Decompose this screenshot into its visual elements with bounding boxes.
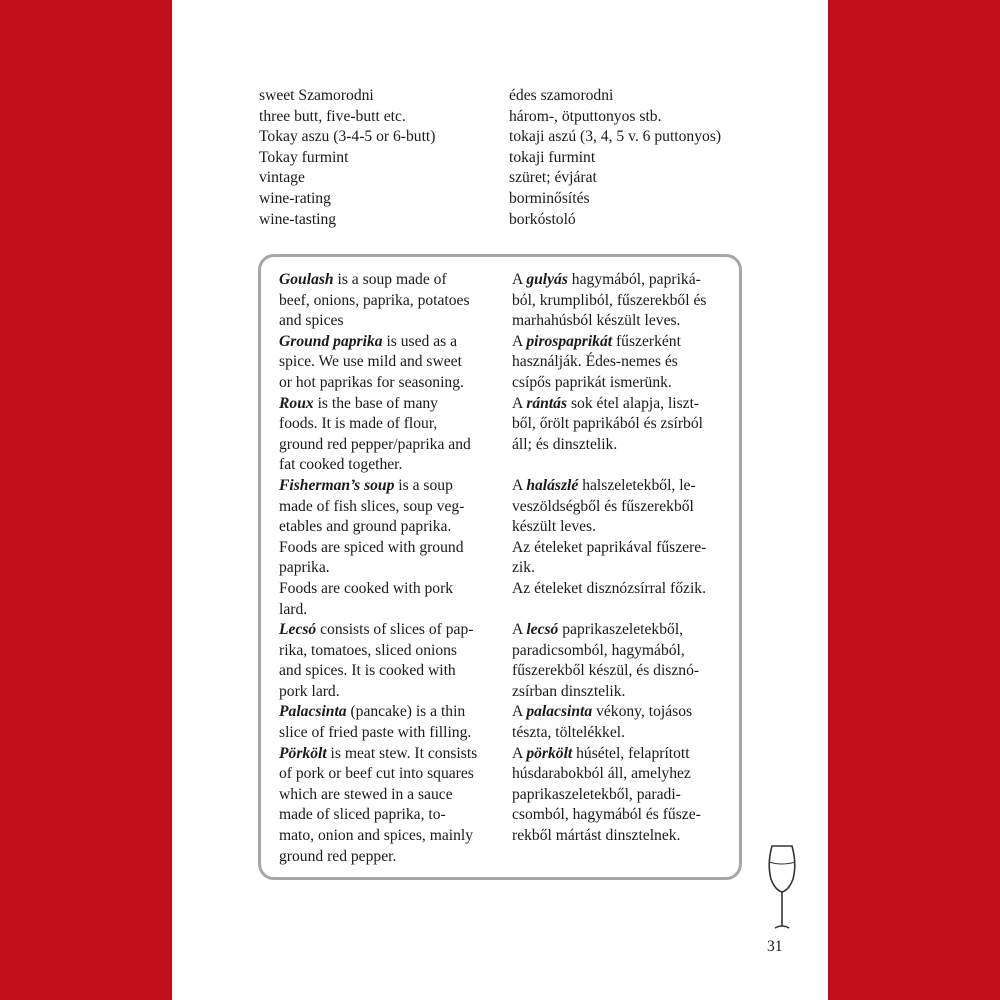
entry-paragraph bbox=[512, 476, 730, 538]
hungarian-term: borkóstoló bbox=[509, 210, 576, 228]
english-column bbox=[279, 270, 504, 867]
hungarian-term: édes szamorodni bbox=[509, 87, 614, 104]
entry-prefix: A bbox=[512, 271, 527, 288]
entry-text: etables and ground paprika. bbox=[279, 518, 452, 536]
entry-term: Ground paprika bbox=[279, 332, 383, 350]
english-term: sweet Szamorodni bbox=[259, 87, 374, 104]
entry-text: fat cooked together. bbox=[279, 456, 403, 474]
entry-text: halszeletekből, le- bbox=[578, 476, 696, 494]
entry-term: pörkölt bbox=[526, 744, 573, 762]
hungarian-term: három-, ötputtonyos stb. bbox=[509, 107, 662, 125]
entry-text: is meat stew. It consists bbox=[326, 744, 478, 762]
entry-text: zik. bbox=[512, 559, 535, 577]
entry-paragraph bbox=[279, 270, 504, 332]
hungarian-term: szüret; évjárat bbox=[509, 169, 597, 187]
entry-paragraph bbox=[512, 620, 730, 702]
entry-term: Palacsinta bbox=[279, 703, 347, 721]
entry-text: is used as a bbox=[382, 332, 458, 350]
glossary-row bbox=[259, 189, 819, 210]
entry-text: beef, onions, paprika, potatoes bbox=[279, 291, 470, 309]
entry-prefix: A bbox=[512, 394, 527, 412]
english-term: wine-tasting bbox=[259, 210, 337, 228]
entry-text: or hot paprikas for seasoning. bbox=[279, 373, 464, 391]
entry-paragraph bbox=[512, 394, 730, 456]
entry-text: hagymából, papriká- bbox=[567, 271, 701, 288]
entry-prefix: A bbox=[512, 332, 527, 350]
entry-text: which are stewed in a sauce bbox=[279, 785, 453, 803]
english-term: Tokay aszu (3-4-5 or 6-butt) bbox=[259, 128, 436, 146]
wine-glass-icon bbox=[766, 842, 798, 932]
entry-paragraph bbox=[512, 744, 730, 847]
entry-text: consists of slices of pap- bbox=[316, 621, 474, 639]
entry-text: lard. bbox=[279, 600, 308, 618]
entry-prefix: A bbox=[512, 703, 527, 721]
entry-text: paradicsomból, hagymából, bbox=[512, 641, 685, 659]
entry-text: of pork or beef cut into squares bbox=[279, 765, 474, 783]
entry-term: Lecsó bbox=[279, 621, 317, 639]
entry-text: ből, őrölt paprikából és zsírból bbox=[512, 415, 703, 433]
entry-paragraph bbox=[512, 702, 730, 743]
english-term: Tokay furmint bbox=[259, 148, 349, 166]
entry-text: Foods are spiced with ground bbox=[279, 538, 464, 556]
entry-text: and spices bbox=[279, 312, 344, 330]
entry-text: is a soup made of bbox=[333, 271, 447, 288]
entry-paragraph bbox=[279, 332, 504, 394]
hungarian-column bbox=[512, 270, 730, 847]
hungarian-term: tokaji furmint bbox=[509, 148, 596, 166]
entry-term: rántás bbox=[526, 394, 568, 412]
entry-term: Pörkölt bbox=[279, 744, 327, 762]
glossary-row bbox=[259, 127, 819, 148]
entry-paragraph bbox=[279, 394, 504, 476]
entry-text: marhahúsból készült leves. bbox=[512, 312, 681, 330]
entry-text: zsírban dinsztelik. bbox=[512, 682, 626, 700]
entry-text: paprikaszeletekből, bbox=[558, 621, 684, 639]
entry-text: áll; és dinsztelik. bbox=[512, 435, 618, 453]
entry-term: Fisherman’s soup bbox=[279, 476, 395, 494]
entry-paragraph bbox=[512, 538, 730, 579]
entry-paragraph bbox=[512, 270, 730, 332]
entry-text: pork lard. bbox=[279, 682, 340, 700]
hungarian-term: tokaji aszú (3, 4, 5 v. 6 puttonyos) bbox=[509, 128, 722, 146]
entry-paragraph bbox=[279, 579, 504, 620]
entry-text: veszöldségből és fűszerekből bbox=[512, 497, 694, 515]
entry-text: slice of fried paste with filling. bbox=[279, 724, 472, 742]
glossary-row bbox=[259, 210, 819, 231]
glossary-row bbox=[259, 86, 819, 107]
entry-prefix: A bbox=[512, 476, 527, 494]
entry-paragraph bbox=[279, 744, 504, 868]
hungarian-term: borminősítés bbox=[509, 189, 590, 207]
entry-text: spice. We use mild and sweet bbox=[279, 353, 462, 371]
wine-glossary bbox=[259, 86, 819, 230]
entry-paragraph bbox=[279, 538, 504, 579]
entry-term: pirospaprikát bbox=[526, 332, 613, 350]
entry-text: rekből mártást dinsztelnek. bbox=[512, 827, 681, 845]
entry-text: is a soup bbox=[394, 476, 453, 494]
entry-text: fűszerekből készül, és disznó- bbox=[512, 662, 700, 680]
entry-text: ground red pepper/paprika and bbox=[279, 435, 471, 453]
entry-text: Az ételeket paprikával fűszere- bbox=[512, 538, 707, 556]
entry-text: sok étel alapja, liszt- bbox=[567, 394, 700, 412]
entry-paragraph bbox=[512, 332, 730, 394]
entry-prefix: A bbox=[512, 744, 527, 762]
entry-text: húsdarabokból áll, amelyhez bbox=[512, 765, 691, 783]
entry-text: fűszerként bbox=[612, 332, 681, 350]
entry-text: foods. It is made of flour, bbox=[279, 415, 438, 433]
glossary-row bbox=[259, 148, 819, 169]
entry-text: is the base of many bbox=[313, 394, 438, 412]
entry-text: rika, tomatoes, sliced onions bbox=[279, 641, 457, 659]
entry-term: gulyás bbox=[526, 271, 568, 288]
entry-text: vékony, tojásos bbox=[592, 703, 693, 721]
entry-text: használják. Édes-nemes és bbox=[512, 353, 678, 371]
entry-text: made of fish slices, soup veg- bbox=[279, 497, 465, 515]
paragraph-gap bbox=[512, 455, 730, 476]
entry-text: paprika. bbox=[279, 559, 330, 577]
page-number: 31 bbox=[767, 938, 783, 955]
entry-text: tészta, töltelékkel. bbox=[512, 724, 626, 742]
entry-paragraph bbox=[279, 620, 504, 702]
entry-text: paprikaszeletekből, paradi- bbox=[512, 785, 681, 803]
english-term: three butt, five-butt etc. bbox=[259, 107, 406, 125]
entry-text: mato, onion and spices, mainly bbox=[279, 827, 474, 845]
entry-text: húsétel, felaprított bbox=[572, 744, 690, 762]
book-page bbox=[172, 0, 828, 1000]
entry-text: ból, krumpliból, fűszerekből és bbox=[512, 291, 707, 309]
entry-text: készült leves. bbox=[512, 518, 597, 536]
english-term: vintage bbox=[259, 169, 305, 187]
entry-term: lecsó bbox=[526, 621, 559, 639]
entry-text: Foods are cooked with pork bbox=[279, 579, 454, 597]
entry-paragraph bbox=[279, 476, 504, 538]
entry-term: Goulash bbox=[279, 271, 334, 288]
english-term: wine-rating bbox=[259, 189, 331, 207]
entry-text: made of sliced paprika, to- bbox=[279, 806, 446, 824]
entry-paragraph bbox=[512, 579, 730, 600]
paragraph-gap bbox=[512, 600, 730, 621]
glossary-row bbox=[259, 168, 819, 189]
entry-paragraph bbox=[279, 702, 504, 743]
entry-text: (pancake) is a thin bbox=[346, 703, 466, 721]
entry-text: ground red pepper. bbox=[279, 847, 397, 865]
entry-text: csomból, hagymából és fűsze- bbox=[512, 806, 701, 824]
entry-term: Roux bbox=[279, 394, 314, 412]
entry-term: halászlé bbox=[526, 476, 579, 494]
entry-text: and spices. It is cooked with bbox=[279, 662, 456, 680]
entry-text: Az ételeket disznózsírral főzik. bbox=[512, 579, 706, 597]
entry-term: palacsinta bbox=[526, 703, 593, 721]
entry-prefix: A bbox=[512, 621, 527, 639]
entry-text: csípős paprikát ismerünk. bbox=[512, 373, 672, 391]
glossary-row bbox=[259, 107, 819, 128]
